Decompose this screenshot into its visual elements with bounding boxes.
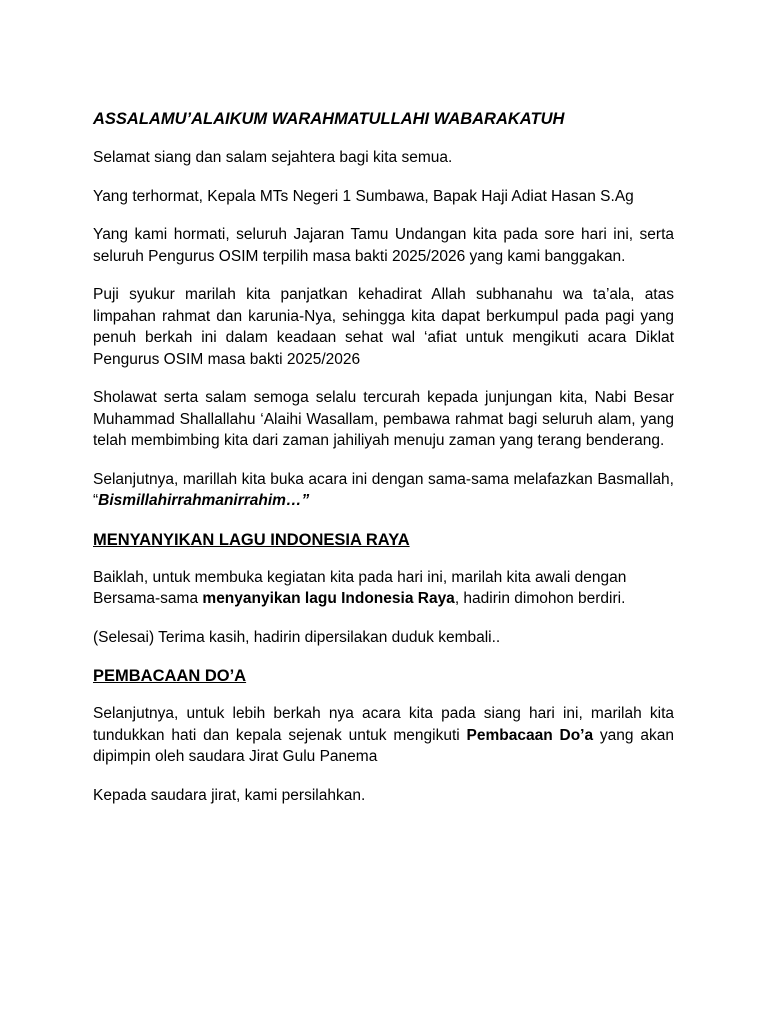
sholawat-paragraph: Sholawat serta salam semoga selalu tercurah kepada junjungan kita, Nabi Besar Muhammad Shallallahu ‘Alaihi Wasallam, pembawa rahmat bagi seluruh alam, yang telah membimbing kita dari zaman jahiliyah menuju zaman yang terang benderang.	[93, 389, 674, 449]
intro-line: Selamat siang dan salam sejahtera bagi kita semua.	[93, 149, 453, 166]
anthem-closing: (Selesai) Terima kasih, hadirin dipersilakan duduk kembali..	[93, 628, 501, 646]
anthem-section-heading: MENYANYIKAN LAGU INDONESIA RAYA	[93, 530, 410, 549]
anthem-text-bold: menyanyikan lagu Indonesia Raya	[202, 590, 455, 607]
honored-paragraph: Yang kami hormati, seluruh Jajaran Tamu Undangan kita pada sore hari ini, serta seluruh Pengurus OSIM terpilih masa bakti 2025/2026 yang kami banggakan.	[93, 226, 674, 265]
prayer-text-bold: Pembacaan Do’a	[466, 726, 594, 744]
respect-line: Yang terhormat, Kepala MTs Negeri 1 Sumbawa, Bapak Haji Adiat Hasan S.Ag	[93, 187, 634, 205]
opening-text: Selanjutnya, marillah kita buka acara ini dengan sama-sama melafazkan Basmallah, “	[93, 470, 674, 509]
anthem-text-after: , hadirin dimohon berdiri.	[454, 590, 626, 607]
prayer-closing: Kepada saudara jirat, kami persilahkan.	[93, 786, 366, 804]
anthem-paragraph	[93, 567, 674, 610]
opening-paragraph	[93, 469, 674, 512]
gratitude-paragraph: Puji syukur marilah kita panjatkan kehadirat Allah subhanahu wa ta’ala, atas limpahan rahmat dan karunia-Nya, sehingga kita dapat berkumpul pada pagi yang penuh berkah ini dalam keadaan sehat wal ‘afiat untuk mengikuti acara Diklat Pengurus OSIM masa bakti 2025/2026	[93, 286, 674, 368]
prayer-text-before: Selanjutnya, untuk lebih berkah nya acara kita pada siang hari ini, marilah kita tundukkan hati dan kepala sejenak untuk mengikuti	[93, 705, 674, 744]
document-page	[93, 108, 674, 823]
prayer-text-after: yang akan dipimpin oleh saudara Jirat Gulu Panema	[93, 726, 674, 765]
anthem-text-before: Baiklah, untuk membuka kegiatan kita pada hari ini, marilah kita awali dengan Bersama-sama	[93, 568, 627, 607]
basmallah-text: Bismillahirrahmanirrahim…”	[98, 492, 310, 509]
prayer-paragraph	[93, 703, 674, 768]
prayer-section-heading: PEMBACAAN DO’A	[93, 667, 247, 685]
greeting-title: ASSALAMU’ALAIKUM WARAHMATULLAHI WABARAKATUH	[93, 110, 565, 128]
